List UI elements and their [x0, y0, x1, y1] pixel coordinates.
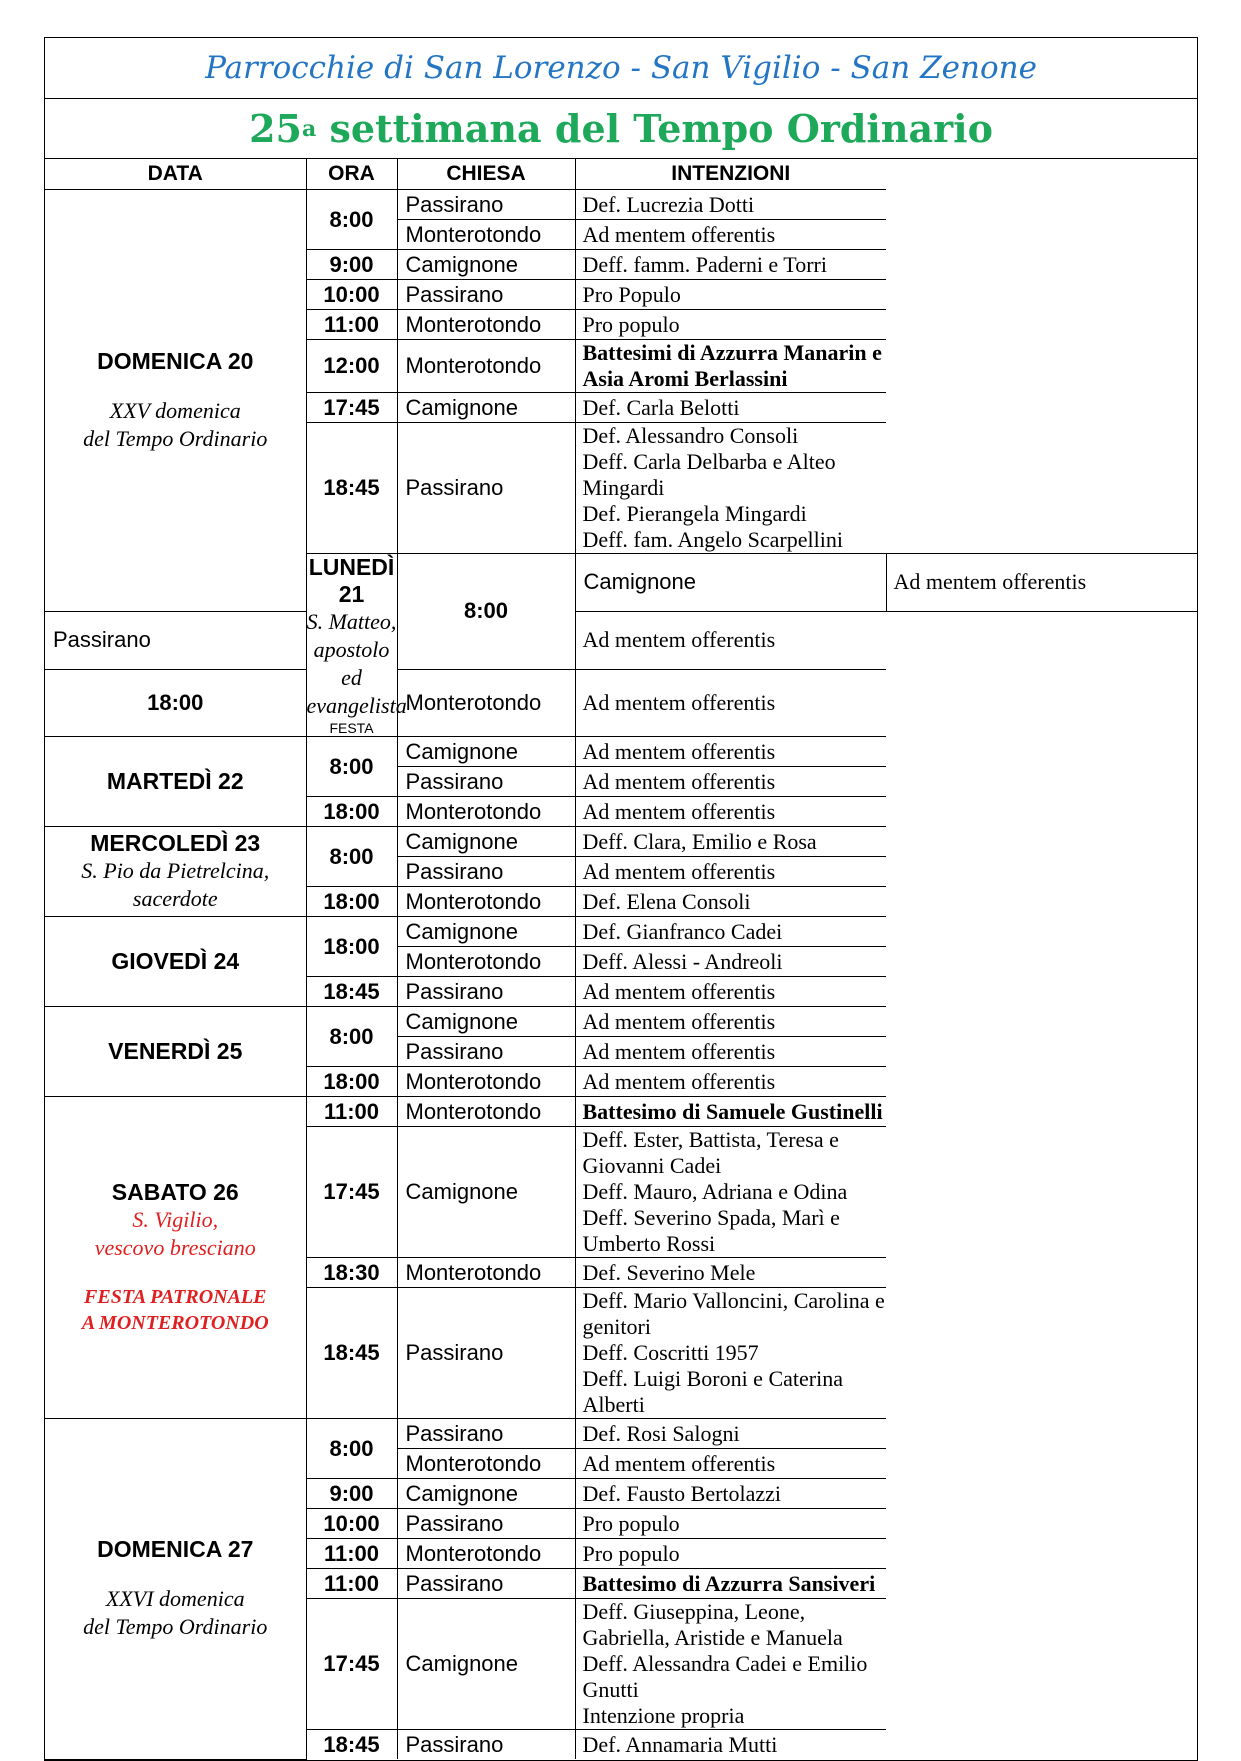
intention-line: Ad mentem offerentis: [582, 1008, 776, 1034]
day-name: LUNEDÌ 21: [308, 554, 395, 607]
day-cell: [45, 1007, 306, 1097]
time-cell: 17:45: [306, 1599, 397, 1730]
day-cell: [45, 737, 306, 827]
intention-cell: [575, 1288, 886, 1419]
intention-line: Deff. Luigi Boroni e Caterina Alberti: [582, 1366, 843, 1417]
intention-cell: [575, 797, 886, 827]
week-number: 25: [249, 106, 302, 151]
intention-cell: [575, 887, 886, 917]
column-header-church: CHIESA: [397, 159, 575, 190]
table-header-row: [45, 159, 1197, 190]
table-row: [45, 737, 1197, 767]
day-cell: [45, 917, 306, 1007]
church-cell: Passirano: [397, 1509, 575, 1539]
day-subtitle: del Tempo Ordinario: [83, 425, 268, 451]
time-cell: 18:00: [306, 917, 397, 977]
church-cell: Camignone: [575, 554, 886, 612]
time-cell: 18:45: [306, 1288, 397, 1419]
table-row: [45, 1419, 1197, 1449]
intention-cell: [575, 1569, 886, 1599]
day-cell: [306, 554, 407, 737]
intention-line: Ad mentem offerentis: [582, 768, 776, 794]
intention-cell: [575, 767, 886, 797]
column-header-intentions: INTENZIONI: [575, 159, 886, 190]
intention-line: Def. Pierangela Mingardi: [582, 501, 807, 526]
intention-line: Deff. Alessi - Andreoli: [582, 948, 783, 974]
intention-line: Deff. Carla Delbarba e Alteo Mingardi: [582, 449, 836, 500]
intention-cell: [575, 310, 886, 340]
time-cell: 18:00: [306, 1067, 397, 1097]
table-row: [45, 1097, 1197, 1127]
church-cell: Passirano: [397, 767, 575, 797]
time-cell: 18:45: [306, 977, 397, 1007]
church-cell: Passirano: [397, 1419, 575, 1449]
church-cell: Monterotondo: [397, 1539, 575, 1569]
day-name: DOMENICA 20: [97, 347, 254, 374]
intention-line: Ad mentem offerentis: [582, 978, 776, 1004]
intention-line: Def. Fausto Bertolazzi: [582, 1480, 782, 1506]
patronal-feast-note: [45, 1284, 306, 1336]
church-cell: Camignone: [397, 1599, 575, 1730]
intention-line: Def. Gianfranco Cadei: [582, 918, 783, 944]
church-cell: Monterotondo: [397, 797, 575, 827]
church-cell: Passirano: [397, 280, 575, 310]
intention-cell: [575, 611, 886, 669]
time-cell: 8:00: [306, 737, 397, 797]
church-cell: Camignone: [397, 250, 575, 280]
church-cell: Passirano: [397, 857, 575, 887]
intention-line: Def. Annamaria Mutti: [582, 1731, 778, 1757]
intention-line: Def. Alessandro Consoli: [582, 423, 799, 448]
intention-cell: [575, 1127, 886, 1258]
intention-line: Battesimi di Azzurra Manarin e Asia Aromi Berlassini: [582, 340, 882, 391]
time-cell: 8:00: [306, 1007, 397, 1067]
day-cell: [45, 1097, 306, 1419]
intention-line: Deff. Coscritti 1957: [582, 1340, 759, 1365]
church-cell: Passirano: [397, 1288, 575, 1419]
table-row: [45, 1007, 1197, 1037]
column-header-date: DATA: [45, 159, 306, 190]
day-tag: FESTA: [329, 720, 374, 736]
day-subtitle: S. Pio da Pietrelcina,: [81, 858, 270, 883]
intention-line: Ad mentem offerentis: [582, 627, 776, 653]
intention-line: Pro Populo: [582, 281, 681, 307]
patronal-line: A MONTEROTONDO: [81, 1312, 269, 1334]
intention-line: Deff. famm. Paderni e Torri: [582, 251, 827, 277]
church-cell: Passirano: [397, 190, 575, 220]
church-cell: Camignone: [397, 1127, 575, 1258]
intention-line: Battesimo di Samuele Gustinelli: [582, 1098, 883, 1124]
intention-cell: [575, 280, 886, 310]
time-cell: 18:30: [306, 1258, 397, 1288]
intention-line: Pro populo: [582, 311, 680, 337]
intention-line: Pro populo: [582, 1540, 680, 1566]
church-cell: Passirano: [397, 1730, 575, 1760]
time-cell: 11:00: [306, 1097, 397, 1127]
table-row: [45, 827, 1197, 857]
time-cell: 8:00: [306, 827, 397, 887]
intention-cell: [575, 1258, 886, 1288]
intention-line: Def. Elena Consoli: [582, 888, 751, 914]
day-name: MERCOLEDÌ 23: [90, 830, 261, 856]
week-ordinal: a: [301, 115, 317, 142]
intention-line: Ad mentem offerentis: [582, 738, 776, 764]
church-cell: Monterotondo: [397, 220, 575, 250]
intention-cell: [575, 1539, 886, 1569]
intention-cell: [575, 1419, 886, 1449]
church-cell: Camignone: [397, 1479, 575, 1509]
table-row: [45, 669, 1197, 736]
time-cell: 18:00: [306, 887, 397, 917]
day-name: GIOVEDÌ 24: [111, 948, 240, 974]
time-cell: 8:00: [306, 1419, 397, 1479]
table-row: [45, 190, 1197, 220]
time-cell: 11:00: [306, 1569, 397, 1599]
time-cell: 18:45: [306, 1730, 397, 1760]
intention-cell: [575, 393, 886, 423]
intention-line: Def. Lucrezia Dotti: [582, 191, 755, 217]
intention-line: Ad mentem offerentis: [582, 1038, 776, 1064]
intention-line: Def. Rosi Salogni: [582, 1420, 740, 1446]
day-subtitle: ed evangelista: [306, 665, 407, 718]
intention-line: Ad mentem offerentis: [582, 1068, 776, 1094]
intention-cell: [575, 190, 886, 220]
time-cell: 9:00: [306, 250, 397, 280]
intention-cell: [575, 340, 886, 393]
time-cell: 12:00: [306, 340, 397, 393]
intention-line: Deff. Severino Spada, Marì e Umberto Rossi: [582, 1205, 840, 1256]
table-row: [45, 917, 1197, 947]
day-subtitle: XXV domenica: [109, 397, 241, 423]
intention-line: Deff. Clara, Emilio e Rosa: [582, 828, 817, 854]
church-cell: Camignone: [397, 917, 575, 947]
church-cell: Monterotondo: [397, 1097, 575, 1127]
intention-line: Deff. Alessandra Cadei e Emilio Gnutti: [582, 1651, 868, 1702]
church-cell: Passirano: [397, 1569, 575, 1599]
intention-cell: [575, 917, 886, 947]
intention-line: Ad mentem offerentis: [582, 798, 776, 824]
church-cell: Camignone: [397, 1007, 575, 1037]
intention-line: Intenzione propria: [582, 1703, 745, 1728]
time-cell: 11:00: [306, 310, 397, 340]
intention-cell: [575, 1067, 886, 1097]
time-cell: 10:00: [306, 1509, 397, 1539]
time-cell: 11:00: [306, 1539, 397, 1569]
intention-line: Deff. fam. Angelo Scarpellini: [582, 527, 843, 552]
intention-line: Pro populo: [582, 1510, 680, 1536]
intention-cell: [575, 669, 886, 736]
intention-cell: [575, 977, 886, 1007]
intention-line: Deff. Mauro, Adriana e Odina: [582, 1179, 848, 1204]
day-subtitle: vescovo bresciano: [94, 1235, 256, 1260]
time-cell: 18:00: [306, 797, 397, 827]
time-cell: 18:00: [45, 669, 306, 736]
intention-line: Ad mentem offerentis: [582, 858, 776, 884]
church-cell: Passirano: [397, 423, 575, 554]
church-cell: Monterotondo: [397, 947, 575, 977]
intention-line: Ad mentem offerentis: [582, 221, 776, 247]
time-cell: 17:45: [306, 393, 397, 423]
time-cell: 8:00: [306, 190, 397, 250]
parish-header: Parrocchie di San Lorenzo - San Vigilio - San Zenone: [45, 38, 1197, 99]
time-cell: 10:00: [306, 280, 397, 310]
day-name: SABATO 26: [111, 1179, 239, 1205]
time-cell: 9:00: [306, 1479, 397, 1509]
day-name: MARTEDÌ 22: [106, 768, 244, 794]
intention-cell: [575, 1599, 886, 1730]
church-cell: Monterotondo: [397, 887, 575, 917]
intention-cell: [575, 1097, 886, 1127]
church-cell: Monterotondo: [397, 310, 575, 340]
week-title-text: settimana del Tempo Ordinario: [316, 106, 993, 151]
church-cell: Monterotondo: [397, 1067, 575, 1097]
church-cell: Passirano: [397, 1037, 575, 1067]
intention-line: Deff. Ester, Battista, Teresa e Giovanni Cadei: [582, 1127, 839, 1178]
day-name: DOMENICA 27: [97, 1536, 254, 1563]
intention-cell: [575, 1037, 886, 1067]
intention-line: Ad mentem offerentis: [582, 689, 776, 715]
patronal-line: FESTA PATRONALE: [84, 1286, 267, 1308]
day-subtitle: sacerdote: [132, 886, 218, 911]
intention-cell: [575, 737, 886, 767]
intention-line: Battesimo di Azzurra Sansiveri: [582, 1570, 876, 1596]
church-cell: Camignone: [397, 393, 575, 423]
intention-line: Deff. Mario Valloncini, Carolina e genitori: [582, 1288, 885, 1339]
time-cell: 18:45: [306, 423, 397, 554]
day-name: VENERDÌ 25: [108, 1038, 243, 1064]
intention-line: Deff. Giuseppina, Leone, Gabriella, Aristide e Manuela: [582, 1599, 843, 1650]
day-cell: [45, 1419, 306, 1760]
intention-line: Def. Carla Belotti: [582, 394, 740, 420]
day-cell: [45, 827, 306, 917]
time-cell: 17:45: [306, 1127, 397, 1258]
church-cell: Monterotondo: [397, 669, 575, 736]
day-subtitle: S. Vigilio,: [132, 1207, 219, 1232]
day-subtitle: del Tempo Ordinario: [83, 1614, 268, 1640]
church-cell: Monterotondo: [397, 340, 575, 393]
intention-cell: [575, 947, 886, 977]
column-header-time: ORA: [306, 159, 397, 190]
day-cell: [45, 190, 306, 612]
intention-cell: [575, 827, 886, 857]
intention-line: Ad mentem offerentis: [893, 569, 1087, 595]
church-cell: Camignone: [397, 737, 575, 767]
schedule-sheet: [44, 37, 1198, 1761]
intention-cell: [575, 250, 886, 280]
time-cell: 8:00: [397, 554, 575, 670]
day-subtitle: S. Matteo, apostolo: [306, 609, 397, 662]
intention-cell: [575, 1449, 886, 1479]
intention-line: Ad mentem offerentis: [582, 1450, 776, 1476]
intention-line: Def. Severino Mele: [582, 1259, 756, 1285]
intention-cell: [575, 423, 886, 554]
intention-cell: [575, 1007, 886, 1037]
intention-cell: [886, 554, 1197, 612]
church-cell: Passirano: [397, 977, 575, 1007]
table-row: [45, 611, 1197, 669]
intention-cell: [575, 857, 886, 887]
church-cell: Camignone: [397, 827, 575, 857]
intention-cell: [575, 1509, 886, 1539]
church-cell: Monterotondo: [397, 1449, 575, 1479]
week-title: [45, 99, 1197, 159]
mass-schedule-table: [45, 159, 1197, 1760]
church-cell: Passirano: [45, 611, 306, 669]
church-cell: Monterotondo: [397, 1258, 575, 1288]
day-subtitle: XXVI domenica: [105, 1586, 245, 1612]
intention-cell: [575, 1479, 886, 1509]
intention-cell: [575, 220, 886, 250]
